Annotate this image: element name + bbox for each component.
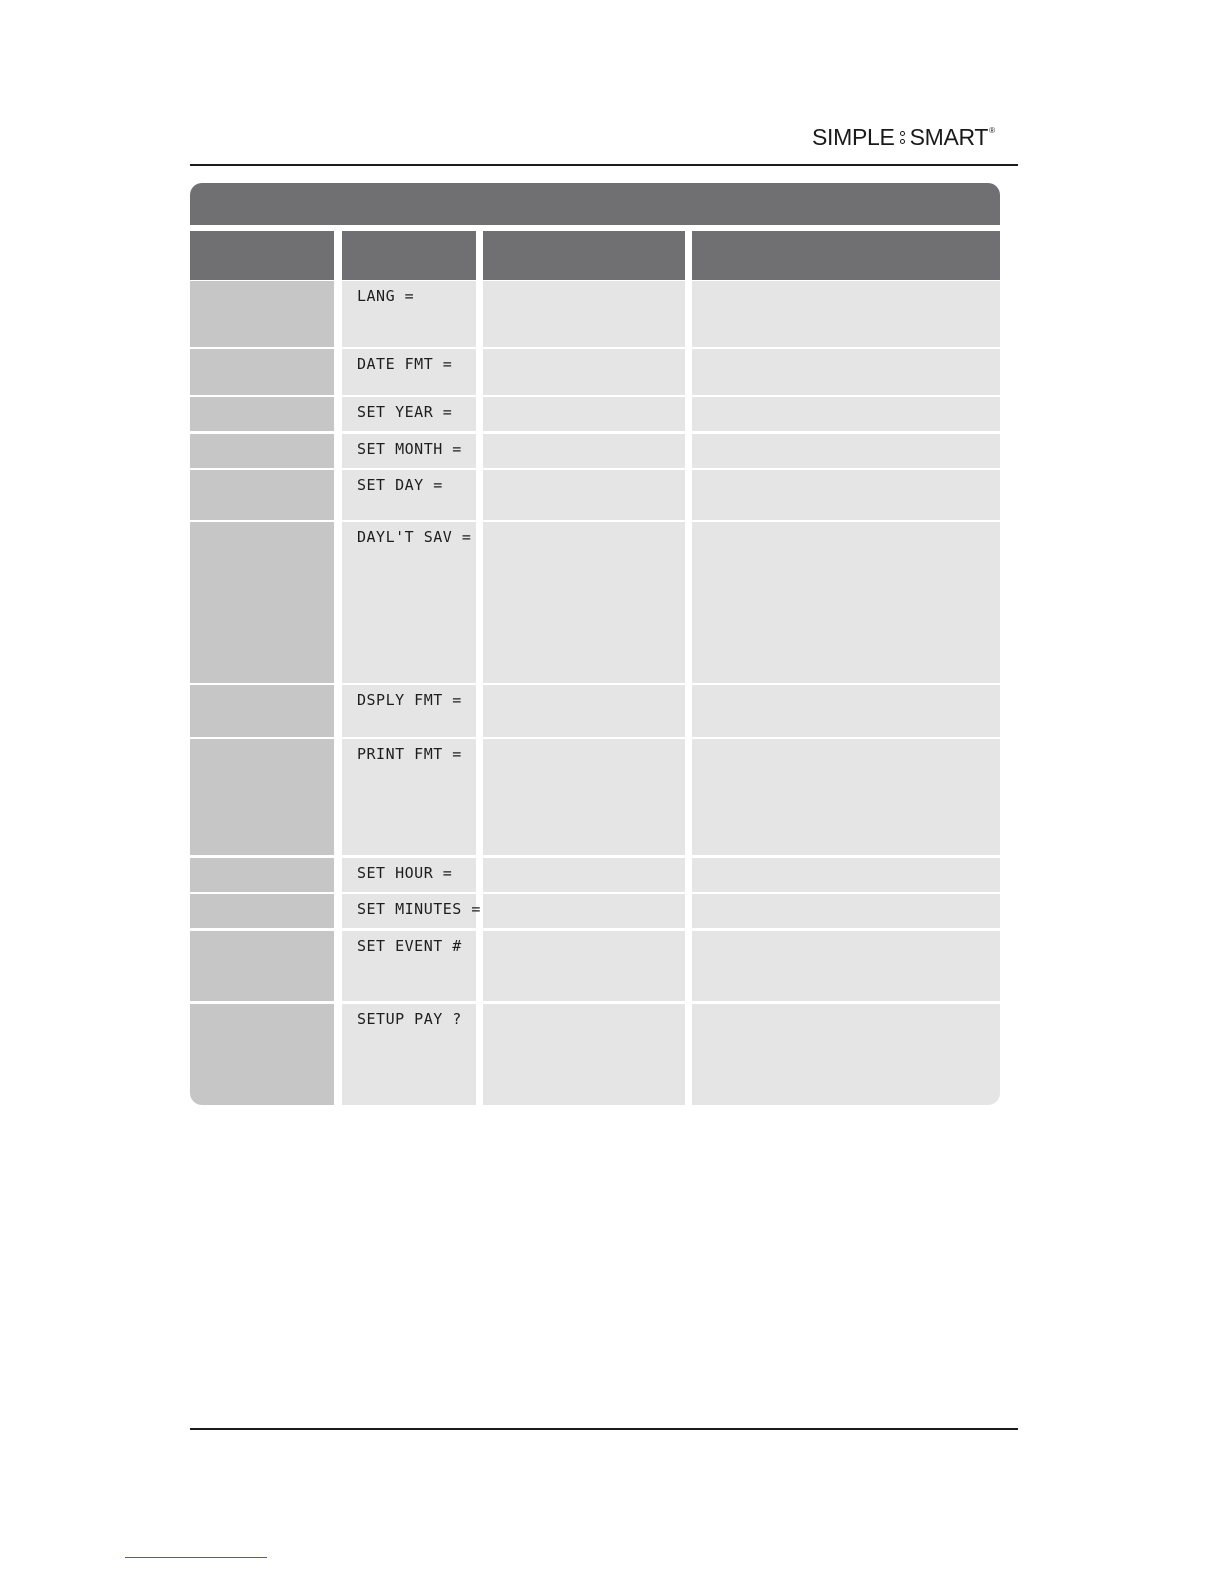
brand-separator-icon: [900, 131, 905, 144]
table-row-5-col-4: [692, 522, 1000, 683]
table-row-8-col-1: [190, 858, 334, 892]
table-row-10-code: SET EVENT #: [342, 931, 476, 1001]
table-row-7-col-1: [190, 739, 334, 855]
header-rule: [190, 164, 1018, 166]
table-row-10-col-1: [190, 931, 334, 1001]
table-row-10-col-3: [483, 931, 685, 1001]
registered-mark: ®: [989, 126, 995, 135]
table-row-4-code: SET DAY =: [342, 470, 476, 520]
table-header-col-2: [342, 231, 476, 280]
table-row-9-code: SET MINUTES =: [342, 894, 476, 928]
table-row-0-col-1: [190, 281, 334, 347]
table-row-6-col-3: [483, 685, 685, 737]
table-row-9-col-3: [483, 894, 685, 928]
brand-logo: [812, 124, 995, 151]
table-header-col-3: [483, 231, 685, 280]
footer-link-underline: [125, 1557, 267, 1558]
table-row-3-code: SET MONTH =: [342, 434, 476, 468]
table-row-2-code: SET YEAR =: [342, 397, 476, 431]
table-row-1-col-4: [692, 349, 1000, 395]
table-row-10-col-4: [692, 931, 1000, 1001]
table-row-11-col-4: [692, 1004, 1000, 1105]
table-row-8-col-3: [483, 858, 685, 892]
settings-table: [190, 183, 1000, 1105]
table-row-3-col-3: [483, 434, 685, 468]
table-row-4-col-4: [692, 470, 1000, 520]
table-row-1-col-3: [483, 349, 685, 395]
table-row-2-col-3: [483, 397, 685, 431]
table-row-7-code: PRINT FMT =: [342, 739, 476, 855]
table-row-9-col-4: [692, 894, 1000, 928]
table-row-0-code: LANG =: [342, 281, 476, 347]
table-row-3-col-1: [190, 434, 334, 468]
table-row-11-col-3: [483, 1004, 685, 1105]
table-header-col-4: [692, 231, 1000, 280]
table-row-2-col-4: [692, 397, 1000, 431]
table-row-4-col-1: [190, 470, 334, 520]
table-header-col-1: [190, 231, 334, 280]
table-row-3-col-4: [692, 434, 1000, 468]
table-row-6-col-4: [692, 685, 1000, 737]
table-row-11-code: SETUP PAY ?: [342, 1004, 476, 1105]
footer-rule: [190, 1428, 1018, 1430]
table-row-6-col-1: [190, 685, 334, 737]
table-row-11-col-1: [190, 1004, 334, 1105]
table-row-0-col-4: [692, 281, 1000, 347]
table-row-2-col-1: [190, 397, 334, 431]
table-row-8-code: SET HOUR =: [342, 858, 476, 892]
table-row-9-col-1: [190, 894, 334, 928]
table-row-4-col-3: [483, 470, 685, 520]
table-row-7-col-4: [692, 739, 1000, 855]
table-row-7-col-3: [483, 739, 685, 855]
table-row-1-col-1: [190, 349, 334, 395]
table-row-5-code: DAYL'T SAV =: [342, 522, 476, 683]
brand-word-smart: SMART: [909, 124, 989, 150]
table-row-5-col-1: [190, 522, 334, 683]
table-row-5-col-3: [483, 522, 685, 683]
table-row-8-col-4: [692, 858, 1000, 892]
table-row-6-code: DSPLY FMT =: [342, 685, 476, 737]
table-row-1-code: DATE FMT =: [342, 349, 476, 395]
brand-word-simple: SIMPLE: [812, 124, 895, 150]
table-row-0-col-3: [483, 281, 685, 347]
table-title-bar: [190, 183, 1000, 225]
